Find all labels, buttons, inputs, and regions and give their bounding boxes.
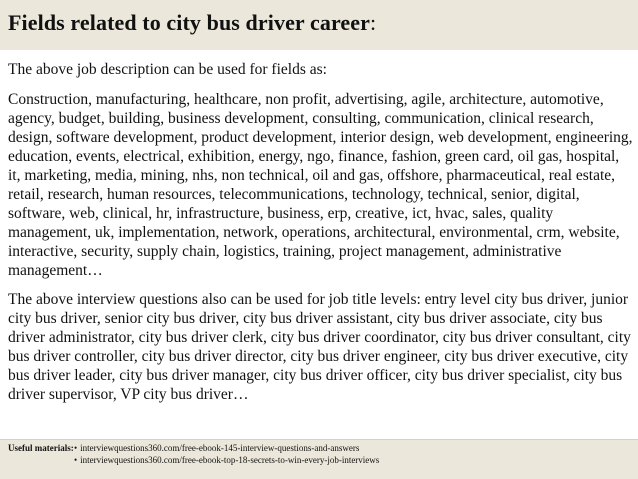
bullet-icon: •: [74, 455, 78, 465]
footer-label: [8, 442, 74, 454]
footer-label-text: Useful materials: [8, 443, 71, 453]
title-text: Fields related to city bus driver career: [8, 10, 371, 35]
title-colon: :: [370, 10, 377, 35]
footer-row-1: [8, 442, 638, 454]
footer-spacer: [8, 454, 74, 466]
footer-row-2: [8, 454, 638, 466]
footer: [0, 439, 638, 479]
footer-label-sep: :: [70, 443, 74, 453]
bullet-icon: •: [74, 443, 78, 453]
levels-paragraph: The above interview questions also can be used for job title levels: entry level city bus driver, junior city bus driver, senior city bus driver, city bus driver assistant, city bus driver associate, city bus driver administrator, city bus driver clerk, city bus driver coordinator, city bus driver consultant, city bus driver controller, city bus driver director, city bus driver engineer, city bus driver executive, city bus driver leader, city bus driver manager, city bus driver officer, city bus driver specialist, city bus driver supervisor, VP city bus driver…: [8, 291, 631, 403]
intro-paragraph: The above job description can be used for fields as:: [8, 61, 327, 78]
title-bar: [0, 0, 638, 50]
body-text: [8, 60, 634, 414]
fields-paragraph: Construction, manufacturing, healthcare, non profit, advertising, agile, architecture, automotive, agency, budget, building, business development, consulting, communication, clinical research, design, software development, product development, interior design, web development, engineering, education, events, electrical, exhibition, energy, ngo, finance, fashion, green card, oil gas, hospital, it, marketing, media, mining, nhs, non technical, oil and gas, offshore, pharmaceutical, real estate, retail, research, human resources, telecommunications, technology, technical, senior, digital, software, web, clinical, hr, infrastructure, business, erp, creative, ict, hvac, sales, quality management, uk, implementation, network, operations, architectural, environmental, crm, website, interactive, security, supply chain, logistics, training, project management, administrative management…: [8, 91, 633, 279]
footer-link-ebook-top-18[interactable]: interviewquestions360.com/free-ebook-top-18-secrets-to-win-every-job-interviews: [80, 455, 380, 465]
footer-link-ebook-145[interactable]: interviewquestions360.com/free-ebook-145-interview-questions-and-answers: [80, 443, 360, 453]
page-title: [8, 10, 638, 36]
